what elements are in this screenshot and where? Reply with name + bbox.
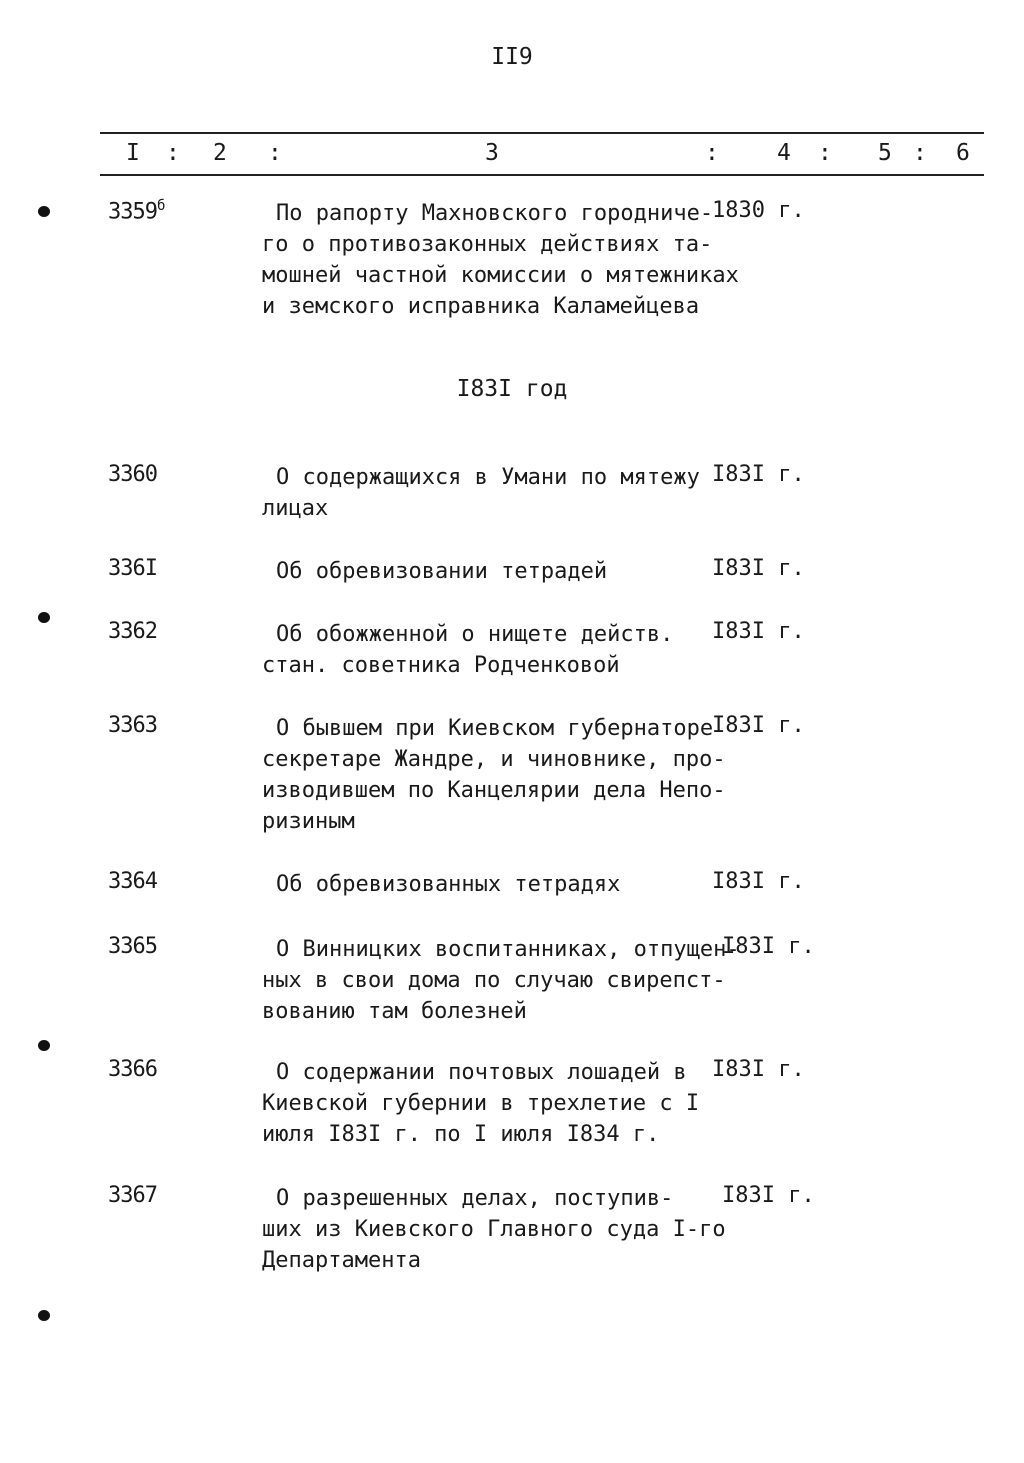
header-bottom-rule bbox=[100, 174, 984, 176]
entry-number: 3366 bbox=[108, 1057, 157, 1082]
entry-number: 3365 bbox=[108, 934, 157, 959]
entry-number: $3359^б$ bbox=[108, 198, 165, 225]
entry-description-line: секретаре Жандре, и чиновнике, про- bbox=[262, 747, 726, 772]
entry-description-line: ных в свои дома по случаю свирепст- bbox=[262, 968, 726, 993]
header-col-1: I bbox=[126, 140, 140, 166]
entry-description-line: мошней частной комиссии о мятежниках bbox=[262, 263, 739, 288]
entry-description bbox=[262, 869, 712, 900]
entry-description-line: июля I83I г. по I июля I834 г. bbox=[262, 1122, 660, 1147]
entry-year: I83I г. bbox=[712, 1057, 805, 1082]
entry-description-line: вованию там болезней bbox=[262, 999, 527, 1024]
entry-year: I83I г. bbox=[712, 619, 805, 644]
entry-number: 3367 bbox=[108, 1183, 157, 1208]
entry-description bbox=[262, 198, 739, 322]
entry-description-line: О содержании почтовых лошадей в bbox=[276, 1060, 687, 1085]
entry-description-line: О Винницких воспитанниках, отпущен- bbox=[276, 937, 740, 962]
entry-description-line: Об обревизовании тетрадей bbox=[276, 559, 608, 584]
header-col-6: 6 bbox=[956, 140, 970, 166]
header-sep-2: : bbox=[268, 140, 282, 166]
entry-description-line: лицах bbox=[262, 496, 329, 521]
entry-description-line: го о противозаконных действиях та- bbox=[262, 232, 713, 257]
entry-number: 3362 bbox=[108, 619, 157, 644]
entry-description bbox=[262, 934, 740, 1027]
entry-year: 1830 г. bbox=[712, 198, 805, 223]
entry-description bbox=[262, 556, 712, 587]
punch-hole-mark bbox=[38, 1310, 50, 1321]
entry-description bbox=[262, 462, 712, 524]
entry-description-line: стан. советника Родченковой bbox=[262, 653, 620, 678]
entry-number: 336I bbox=[108, 556, 157, 581]
header-sep-4: : bbox=[818, 140, 832, 166]
punch-hole-mark bbox=[38, 206, 50, 217]
entry-year: I83I г. bbox=[722, 1183, 815, 1208]
section-year-heading: I83I год bbox=[456, 376, 568, 402]
entry-description bbox=[262, 1183, 726, 1276]
entry-description-line: О бывшем при Киевском губернаторе bbox=[276, 716, 714, 741]
entry-description bbox=[262, 1057, 712, 1150]
entry-year: I83I г. bbox=[722, 934, 815, 959]
header-top-rule bbox=[100, 132, 984, 134]
entry-description-line: Об обревизованных тетрадях bbox=[276, 872, 621, 897]
entry-number-suffix: б bbox=[156, 198, 165, 214]
entry-year: I83I г. bbox=[712, 462, 805, 487]
page-number: II9 bbox=[491, 44, 533, 70]
entry-description-line: Киевской губернии в трехлетие с I bbox=[262, 1091, 700, 1116]
entry-description-line: изводившем по Канцелярии дела Непо- bbox=[262, 778, 726, 803]
entry-description-line: и земского исправника Каламейцева bbox=[262, 294, 700, 319]
entry-number: 3360 bbox=[108, 462, 157, 487]
punch-hole-mark bbox=[38, 1040, 50, 1051]
entry-description bbox=[262, 713, 726, 837]
entry-description bbox=[262, 619, 712, 681]
entry-description-line: О содержащихся в Умани по мятежу bbox=[276, 465, 700, 490]
entry-number: 3364 bbox=[108, 869, 157, 894]
header-sep-3: : bbox=[705, 140, 719, 166]
entry-description-line: ших из Киевского Главного суда I-го bbox=[262, 1217, 726, 1242]
header-col-3: 3 bbox=[485, 140, 499, 166]
header-sep-1: : bbox=[166, 140, 180, 166]
header-sep-5: : bbox=[913, 140, 927, 166]
entry-description-line: ризиным bbox=[262, 809, 355, 834]
entry-year: I83I г. bbox=[712, 713, 805, 738]
entry-description-line: Об обожженной о нищете действ. bbox=[276, 622, 674, 647]
header-col-5: 5 bbox=[878, 140, 892, 166]
entry-number: 3363 bbox=[108, 713, 157, 738]
entry-description-line: По рапорту Махновского городниче- bbox=[276, 201, 714, 226]
punch-hole-mark bbox=[38, 612, 50, 623]
header-col-2: 2 bbox=[213, 140, 227, 166]
entry-year: I83I г. bbox=[712, 869, 805, 894]
entry-description-line: О разрешенных делах, поступив- bbox=[276, 1186, 674, 1211]
header-col-4: 4 bbox=[777, 140, 791, 166]
entry-year: I83I г. bbox=[712, 556, 805, 581]
entry-description-line: Департамента bbox=[262, 1248, 421, 1273]
